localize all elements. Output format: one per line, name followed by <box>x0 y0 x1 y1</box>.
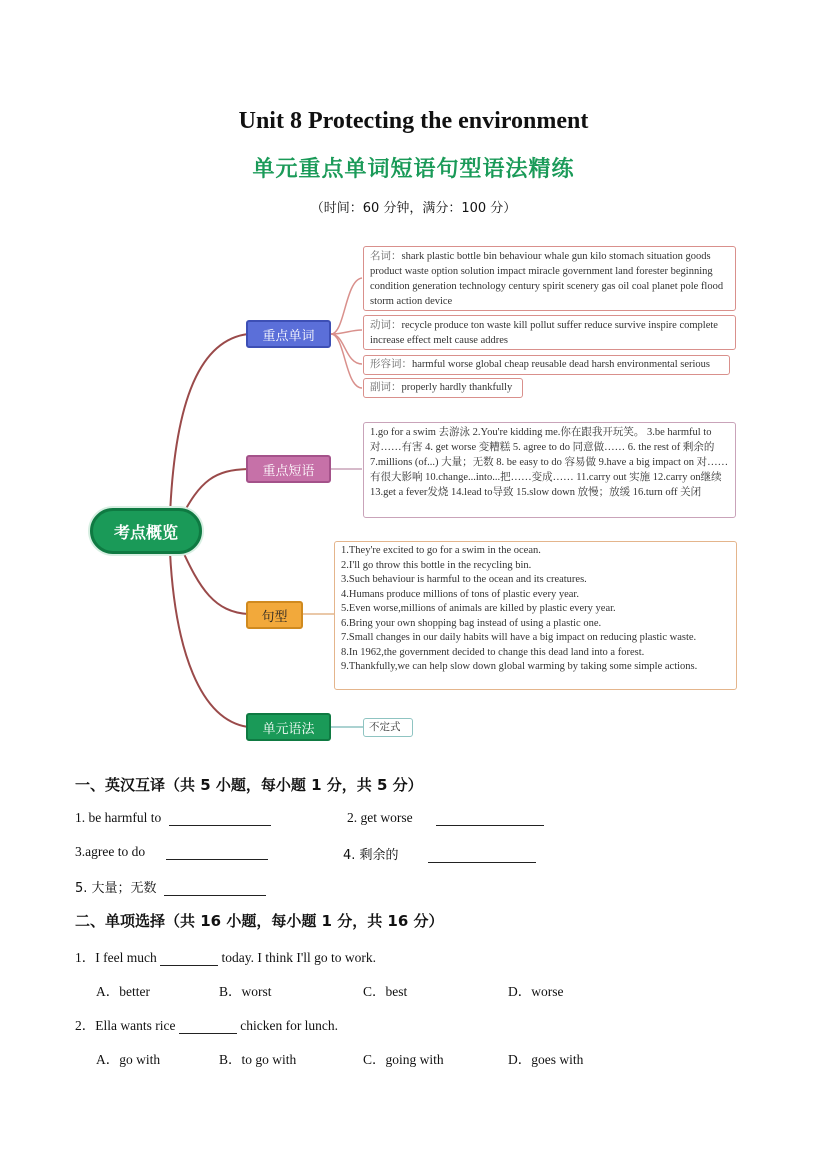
option-c[interactable]: C．best <box>363 984 408 999</box>
mindmap-root: 考点概览 <box>90 508 202 554</box>
sentence-item: 5.Even worse,millions of animals are killed by plastic every year. <box>341 603 616 614</box>
grammar-text: 不定式 <box>369 721 401 733</box>
answer-blank[interactable] <box>436 811 544 826</box>
section1-heading: 一、英汉互译（共 5 小题，每小题 1 分，共 5 分） <box>75 776 423 794</box>
sentence-item: 7.Small changes in our daily habits will have a big impact on reducing plastic waste. <box>341 632 697 643</box>
answer-blank[interactable] <box>169 811 271 826</box>
grammar-box <box>363 718 413 737</box>
words-adverbs-box <box>363 378 523 398</box>
verbs-text: recycle produce ton waste kill pollut suffer reduce survive inspire complete increase effect melt cause addres <box>370 320 718 346</box>
question-1 <box>75 946 376 966</box>
translate-item-3 <box>75 844 268 860</box>
sentence-item: 4.Humans produce millions of tons of plastic every year. <box>341 588 579 600</box>
question-stem: 1．I feel much <box>75 950 157 965</box>
option-b[interactable]: B．worst <box>219 984 272 999</box>
page-title: Unit 8 Protecting the environment <box>238 108 589 134</box>
option-d[interactable]: D．worse <box>508 984 564 999</box>
item-text: 4. 剩余的 <box>343 848 399 863</box>
adjectives-text: harmful worse global cheap reusable dead harsh environmental serious <box>412 359 710 370</box>
sentence-item: 1.They're excited to go for a swim in the ocean. <box>341 545 541 556</box>
sentence-item: 8.In 1962,the government decided to change this dead land into a forest. <box>341 646 645 658</box>
question-stem: chicken for lunch. <box>240 1018 339 1033</box>
phrases-box <box>363 422 736 518</box>
adverbs-text: properly hardly thankfully <box>401 382 513 393</box>
branch-phrases: 重点短语 <box>246 455 331 483</box>
option-a[interactable]: A．go with <box>96 1052 161 1067</box>
nouns-label: 名词： <box>370 251 402 262</box>
answer-blank[interactable] <box>160 951 218 966</box>
sentences-box <box>334 541 737 690</box>
sentence-item: 3.Such behaviour is harmful to the ocean and its creatures. <box>341 574 587 585</box>
translate-item-2 <box>347 810 544 826</box>
option-d[interactable]: D．goes with <box>508 1052 584 1067</box>
answer-blank[interactable] <box>164 881 266 896</box>
verbs-label: 动词： <box>370 320 402 331</box>
question-stem: today. I think I'll go to work. <box>221 950 377 965</box>
nouns-text: shark plastic bottle bin behaviour whale gun kilo stomach situation goods product waste option solution impact miracle government land forester beginning condition generation technology century spirit scenery gas oil coal planet pole flood storm action device <box>370 251 724 307</box>
item-text: 5. 大量；无数 <box>75 881 157 896</box>
sentence-item: 2.I'll go throw this bottle in the recycling bin. <box>341 559 532 571</box>
sentence-item: 9.Thankfully,we can help slow down global warming by taking some simple actions. <box>341 661 698 672</box>
translate-item-1 <box>75 810 271 826</box>
words-verbs-box <box>363 315 736 350</box>
question-2 <box>75 1014 338 1034</box>
item-text: 1. be harmful to <box>75 810 162 825</box>
adverbs-label: 副词： <box>370 382 402 393</box>
branch-grammar: 单元语法 <box>246 713 331 741</box>
phrases-text: 1.go for a swim 去游泳 2.You're kidding me.你在跟我开玩笑。 3.be harmful to 对……有害 4. get worse 变糟糕 5. agree to do 同意做…… 6. the rest of 剩余的 7.millions (of...) 大量；无数 8. be easy to do 容易做 9.have a big impact on 对……有很大影响 10.change...into...把……变成…… 11.carry out 实施 12.carry on继续 13.get a fever发烧 14.lead to导致 15.slow down 放慢；放缓 16.turn off 关闭 <box>370 427 729 498</box>
page-subtitle: 单元重点单词短语句型语法精练 <box>252 157 575 182</box>
time-info: （时间：60 分钟，满分：100 分） <box>310 201 517 216</box>
words-nouns-box <box>363 246 736 311</box>
section2-heading: 二、单项选择（共 16 小题，每小题 1 分，共 16 分） <box>75 912 444 930</box>
translate-item-5 <box>75 877 266 896</box>
translate-item-4 <box>343 844 536 863</box>
option-a[interactable]: A．better <box>96 984 150 999</box>
option-c[interactable]: C．going with <box>363 1052 444 1067</box>
sentence-item: 6.Bring your own shopping bag instead of using a plastic one. <box>341 617 602 629</box>
branch-words: 重点单词 <box>246 320 331 348</box>
item-text: 2. get worse <box>347 810 413 825</box>
adjectives-label: 形容词： <box>370 359 412 370</box>
branch-sentences: 句型 <box>246 601 303 629</box>
question-stem: 2．Ella wants rice <box>75 1018 176 1033</box>
item-text: 3.agree to do <box>75 844 146 859</box>
answer-blank[interactable] <box>428 848 536 863</box>
answer-blank[interactable] <box>179 1019 237 1034</box>
answer-blank[interactable] <box>166 845 268 860</box>
words-adjectives-box <box>363 355 730 375</box>
option-b[interactable]: B．to go with <box>219 1052 297 1067</box>
